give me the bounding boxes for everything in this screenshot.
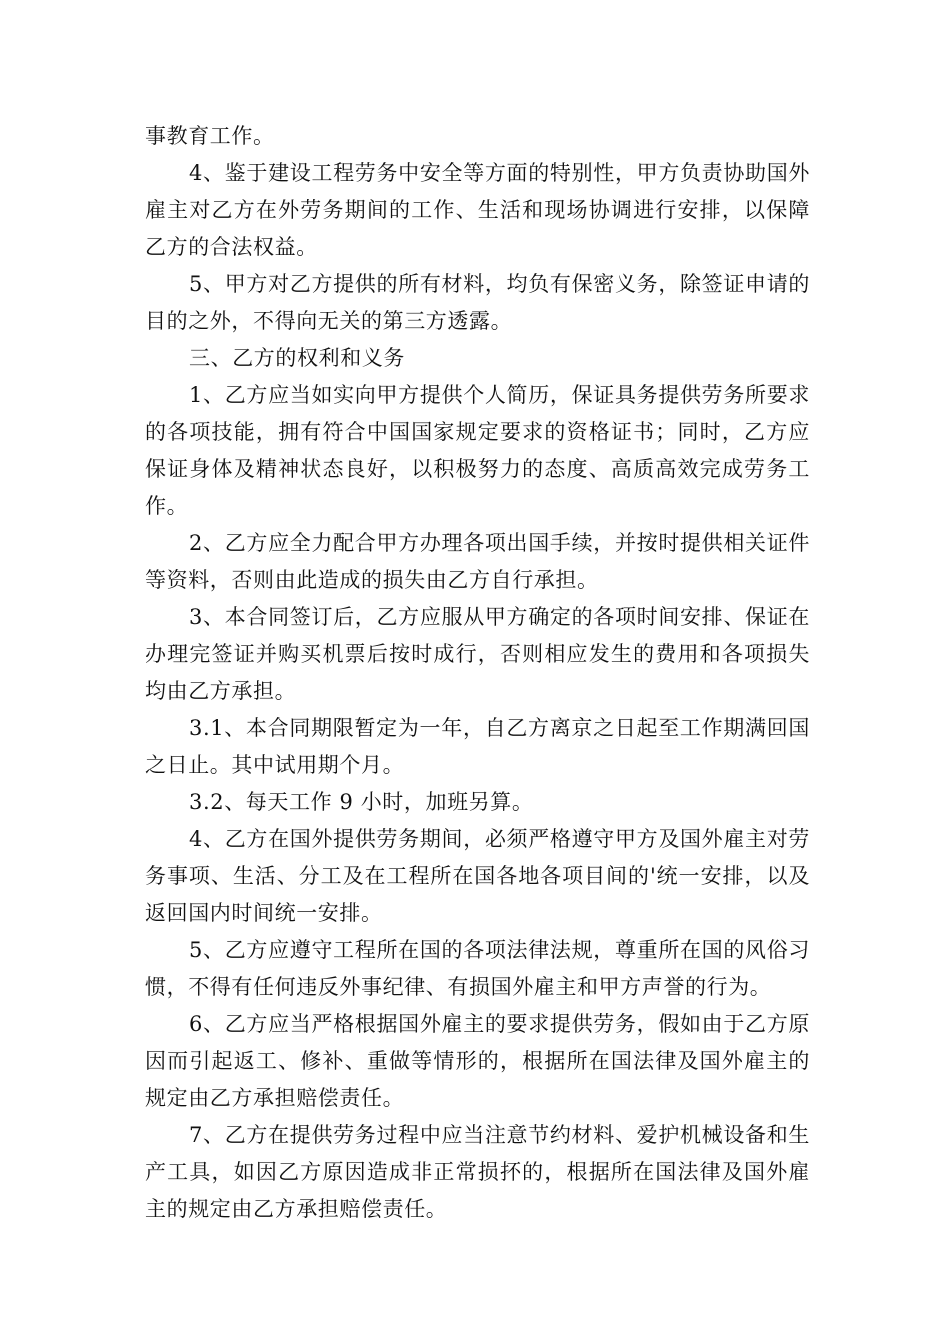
paragraph-b-clause-3: 3、本合同签订后，乙方应服从甲方确定的各项时间安排、保证在办理完签证并购买机票后按时成行，否则相应发生的费用和各项损失均由乙方承担。	[145, 605, 810, 703]
paragraph-b-clause-3-2: 3.2、每天工作 9 小时，加班另算。	[189, 790, 534, 814]
paragraph-b-clause-1: 1、乙方应当如实向甲方提供个人简历，保证具务提供劳务所要求的各项技能，拥有符合中国国家规定要求的资格证书；同时，乙方应保证身体及精神状态良好，以积极努力的态度、高质高效完成劳务工作。	[145, 383, 810, 518]
paragraph-b-clause-7: 7、乙方在提供劳务过程中应当注意节约材料、爱护机械设备和生产工具，如因乙方原因造成非正常损抔的，根据所在国法律及国外雇主的规定由乙方承担赔偿责任。	[145, 1123, 810, 1221]
paragraph-b-clause-2: 2、乙方应全力配合甲方办理各项出国手续，并按时提供相关证件等资料，否则由此造成的损失由乙方自行承担。	[145, 531, 810, 592]
paragraph-b-clause-6: 6、乙方应当严格根据国外雇主的要求提供劳务，假如由于乙方原因而引起返工、修补、重做等情形的，根据所在国法律及国外雇主的规定由乙方承担赔偿责任。	[145, 1012, 810, 1110]
paragraph-clause-5-confidentiality: 5、甲方对乙方提供的所有材料，均负有保密义务，除签证申请的目的之外，不得向无关的第三方透露。	[145, 272, 810, 333]
paragraph-clause-4-safety: 4、鉴于建设工程劳务中安全等方面的特别性，甲方负责协助国外雇主对乙方在外劳务期间的工作、生活和现场协调进行安排，以保障乙方的合法权益。	[145, 161, 810, 259]
paragraph-b-clause-4: 4、乙方在国外提供劳务期间，必须严格遵守甲方及国外雇主对劳务事项、生活、分工及在工程所在国各地各项目间的'统一安排，以及返回国内时间统一安排。	[145, 827, 810, 925]
paragraph-continuation: 事教育工作。	[145, 124, 275, 148]
paragraph-b-clause-3-1: 3.1、本合同期限暂定为一年，自乙方离京之日起至工作期满回国之日止。其中试用期个月。	[145, 716, 810, 777]
paragraph-b-clause-5: 5、乙方应遵守工程所在国的各项法律法规，尊重所在国的风俗习惯，不得有任何违反外事纪律、有损国外雇主和甲方声誉的行为。	[145, 938, 810, 999]
section-heading-party-b-rights: 三、乙方的权利和义务	[189, 346, 405, 370]
document-body	[145, 118, 810, 1228]
